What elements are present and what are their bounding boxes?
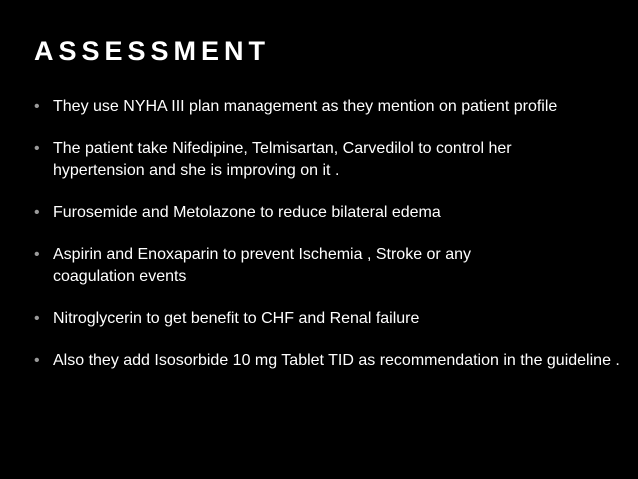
bullet-marker: • <box>34 246 40 263</box>
bullet-item <box>34 202 614 224</box>
bullet-item <box>34 96 563 118</box>
bullet-item <box>34 244 543 288</box>
bullet-marker: • <box>34 204 40 221</box>
bullet-text: Aspirin and Enoxaparin to prevent Ischemia , Stroke or any coagulation events <box>53 246 471 285</box>
bullet-marker: • <box>34 140 40 157</box>
slide-title: ASSESSMENT <box>34 36 271 66</box>
bullet-marker: • <box>34 98 40 115</box>
bullet-item <box>34 138 593 182</box>
bullet-marker: • <box>34 310 40 327</box>
bullet-text: Nitroglycerin to get benefit to CHF and Renal failure <box>53 310 420 327</box>
bullet-list <box>34 96 620 392</box>
bullet-text: Also they add Isosorbide 10 mg Tablet TID as recommendation in the guideline . <box>53 352 620 369</box>
bullet-item <box>34 350 628 372</box>
bullet-marker: • <box>34 352 40 369</box>
bullet-text: The patient take Nifedipine, Telmisartan, Carvedilol to control her hypertension and she is improving on it . <box>53 140 512 179</box>
bullet-text: They use NYHA III plan management as they mention on patient profile <box>53 98 558 115</box>
bullet-text: Furosemide and Metolazone to reduce bilateral edema <box>53 204 441 221</box>
bullet-item <box>34 308 614 330</box>
